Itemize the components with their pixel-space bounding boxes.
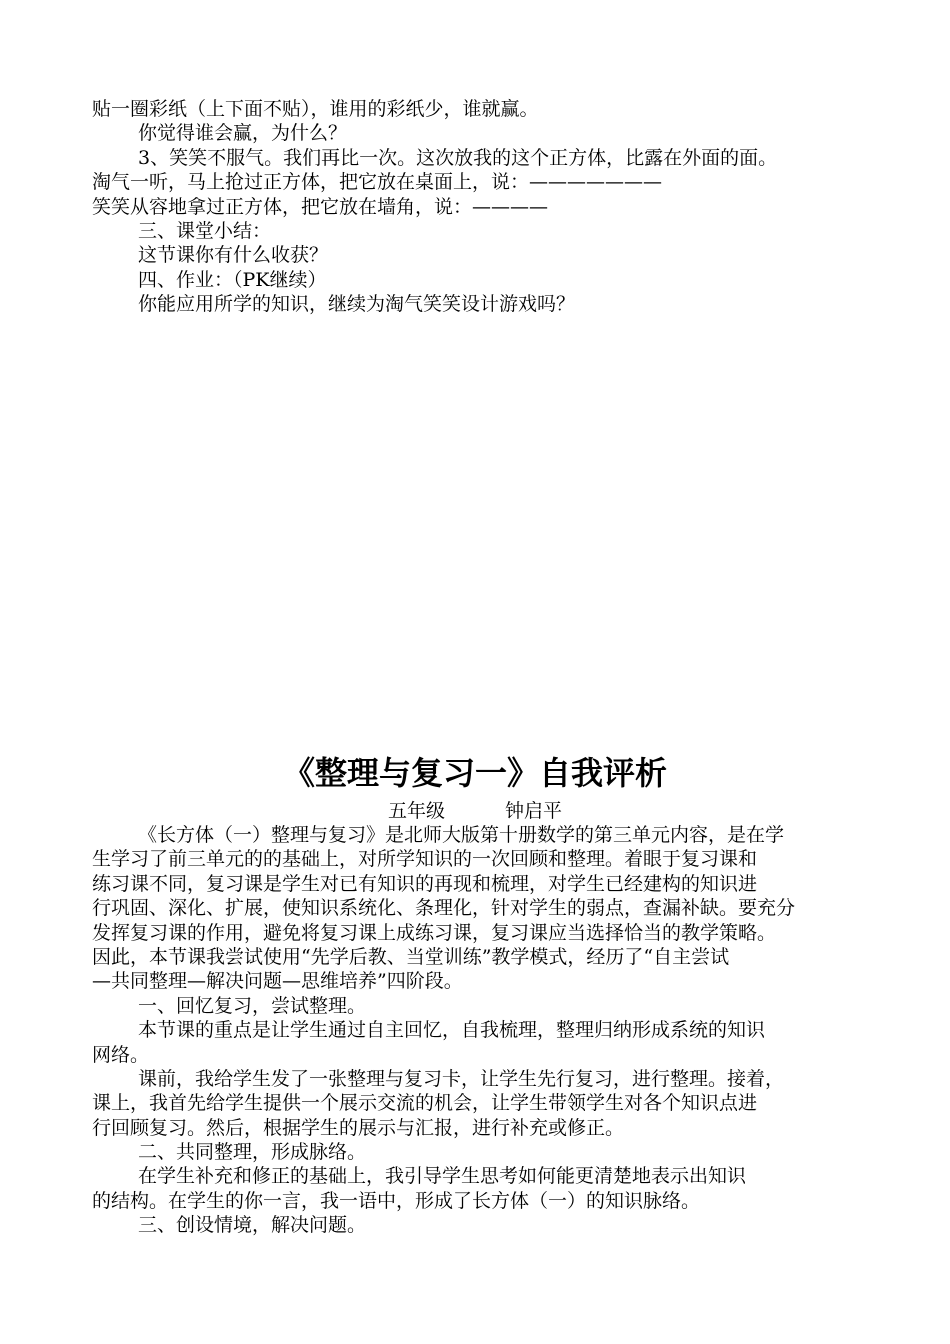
- author-name: 钟启平: [505, 800, 563, 822]
- text-line: 课上，我首先给学生提供一个展示交流的机会，让学生带领学生对各个知识点进: [92, 1092, 758, 1115]
- text-line: 笑笑从容地拿过正方体，把它放在墙角，说：————: [92, 195, 549, 218]
- previous-lesson-tail: [92, 97, 872, 317]
- text-line: 行回顾复习。然后，根据学生的展示与汇报，进行补充或修正。: [92, 1116, 625, 1139]
- text-line: 淘气一听，马上抢过正方体，把它放在桌面上，说：———————: [92, 171, 663, 194]
- evaluation-body: [92, 823, 872, 1238]
- text-line: —共同整理—解决问题—思维培养”四阶段。: [92, 970, 463, 993]
- text-line: 本节课的重点是让学生通过自主回忆，自我梳理，整理归纳形成系统的知识: [138, 1019, 766, 1042]
- text-line: 生学习了前三单元的的基础上，对所学知识的一次回顾和整理。着眼于复习课和: [92, 848, 758, 871]
- section-heading: 三、课堂小结：: [138, 219, 272, 242]
- text-line: 行巩固、深化、扩展，使知识系统化、条理化，针对学生的弱点，查漏补缺。要充分: [92, 897, 796, 920]
- text-line: 发挥复习课的作用，避免将复习课上成练习课，复习课应当选择恰当的教学策略。: [92, 921, 777, 944]
- text-line: 你觉得谁会赢，为什么？: [138, 122, 348, 145]
- text-line: 网络。: [92, 1043, 150, 1066]
- text-line: 因此，本节课我尝试使用“先学后教、当堂训练”教学模式，经历了“自主尝试: [92, 945, 730, 968]
- byline: [0, 799, 950, 823]
- section-heading: 三、创设情境，解决问题。: [138, 1214, 367, 1237]
- section-heading: 四、作业：（PK继续）: [138, 268, 327, 291]
- text-line: 贴一圈彩纸（上下面不贴），谁用的彩纸少，谁就赢。: [92, 98, 539, 120]
- section-heading: 一、回忆复习，尝试整理。: [138, 994, 367, 1017]
- document-title: 《整理与复习一》自我评析: [282, 754, 667, 792]
- text-line: 《长方体（一）整理与复习》是北师大版第十册数学的第三单元内容，是在学: [138, 824, 785, 846]
- text-line: 3、笑笑不服气。我们再比一次。这次放我的这个正方体，比露在外面的面。: [138, 146, 778, 169]
- text-line: 练习课不同，复习课是学生对已有知识的再现和梳理，对学生已经建构的知识进: [92, 872, 758, 895]
- text-line: 的结构。在学生的你一言，我一语中，形成了长方体（一）的知识脉络。: [92, 1189, 701, 1212]
- section-heading: 二、共同整理，形成脉络。: [138, 1141, 367, 1164]
- text-line: 课前，我给学生发了一张整理与复习卡，让学生先行复习，进行整理。接着，: [138, 1067, 785, 1090]
- text-line: 你能应用所学的知识，继续为淘气笑笑设计游戏吗？: [138, 293, 576, 316]
- grade-label: 五年级: [387, 800, 445, 822]
- text-line: 这节课你有什么收获？: [138, 244, 329, 267]
- text-line: 在学生补充和修正的基础上，我引导学生思考如何能更清楚地表示出知识: [138, 1165, 747, 1188]
